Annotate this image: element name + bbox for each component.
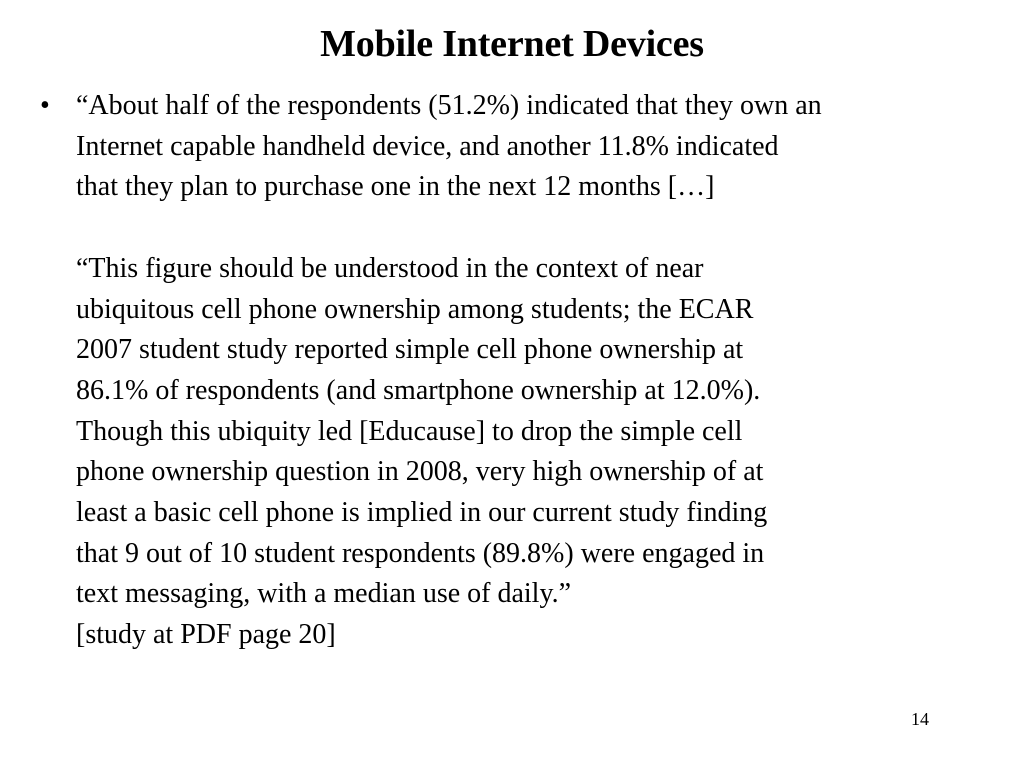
text-line: Though this ubiquity led [Educause] to drop the simple cell	[76, 415, 743, 447]
text-line: least a basic cell phone is implied in our current study finding	[76, 497, 768, 529]
paragraph-spacer	[76, 208, 1000, 249]
text-line: 2007 student study reported simple cell phone ownership at	[76, 334, 744, 366]
slide-content	[40, 86, 1000, 656]
text-line: phone ownership question in 2008, very high ownership of at	[76, 456, 764, 488]
bullet-item	[40, 86, 1000, 656]
source-citation: [study at PDF page 20]	[76, 619, 336, 651]
bullet-icon: •	[40, 90, 50, 121]
text-line: that 9 out of 10 student respondents (89.8%) were engaged in	[76, 537, 765, 569]
text-line: text messaging, with a median use of daily.”	[76, 578, 572, 610]
text-line: “About half of the respondents (51.2%) indicated that they own an	[76, 90, 822, 121]
text-line: ubiquitous cell phone ownership among students; the ECAR	[76, 293, 754, 325]
text-line: 86.1% of respondents (and smartphone ownership at 12.0%).	[76, 374, 761, 406]
page-number: 14	[911, 709, 929, 729]
text-line: that they plan to purchase one in the next 12 months […]	[76, 171, 715, 203]
quote-paragraph-1	[76, 86, 1000, 208]
slide-title: Mobile Internet Devices	[320, 23, 704, 65]
text-line: Internet capable handheld device, and another 11.8% indicated	[76, 130, 779, 162]
quote-paragraph-2	[76, 249, 1000, 656]
text-line: “This figure should be understood in the context of near	[76, 252, 704, 284]
